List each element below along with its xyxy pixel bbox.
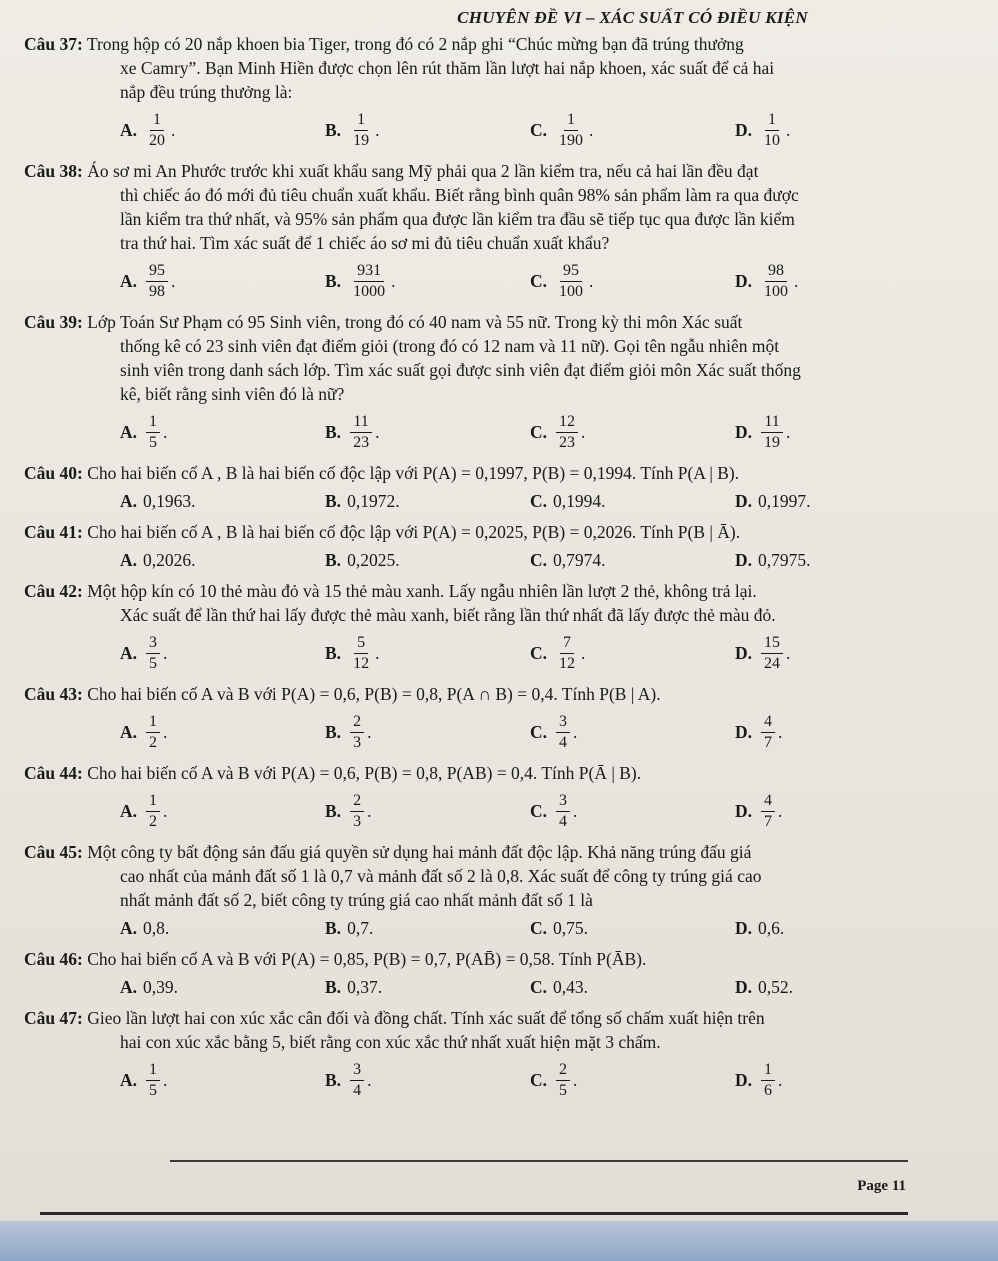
option-suffix: .	[171, 271, 176, 291]
question-text: Cho hai biến cố A , B là hai biến cố độc lập với P(A) = 0,1997, P(B) = 0,1994. Tính P(A | B).	[87, 463, 740, 483]
option-suffix: .	[163, 1070, 168, 1090]
fraction	[146, 412, 160, 453]
option-letter: B.	[325, 643, 342, 663]
question-text: tra thứ hai. Tìm xác suất để 1 chiếc áo sơ mi đủ tiêu chuẩn xuất khẩu?	[120, 233, 610, 253]
option-letter: C.	[530, 550, 548, 570]
option-value: 0,52.	[758, 977, 794, 997]
option-value: 0,43.	[553, 977, 589, 997]
question-text: Lớp Toán Sư Phạm có 95 Sinh viên, trong đó có 40 nam và 55 nữ. Trong kỳ thi môn Xác suất	[87, 312, 743, 332]
fraction-denominator: 12	[559, 655, 576, 672]
option-suffix: .	[786, 422, 791, 442]
question-text: kê, biết rằng sinh viên đó là nữ?	[120, 384, 345, 404]
answer-option	[735, 110, 940, 151]
fraction-numerator: 2	[556, 1060, 570, 1081]
fraction	[350, 712, 364, 753]
question-text: hai con xúc xắc bằng 5, biết rằng con xúc xắc thứ nhất xuất hiện mặt 3 chấm.	[120, 1032, 661, 1052]
question-number: Câu 41:	[24, 522, 83, 542]
question	[24, 761, 968, 832]
fraction	[350, 110, 372, 151]
fraction-numerator: 95	[560, 261, 582, 282]
answer-option	[530, 261, 735, 302]
fraction	[556, 110, 586, 151]
option-letter: B.	[325, 918, 342, 938]
option-letter: D.	[735, 120, 753, 140]
option-letter: C.	[530, 643, 548, 663]
answer-option	[120, 712, 325, 753]
option-suffix: .	[589, 271, 594, 291]
option-letter: D.	[735, 422, 753, 442]
question-text: nhất mảnh đất số 2, biết công ty trúng giá cao nhất mảnh đất số 1 là	[120, 890, 593, 910]
option-letter: D.	[735, 550, 753, 570]
fraction	[761, 633, 783, 674]
question-text: cao nhất của mảnh đất số 1 là 0,7 và mảnh đất số 2 là 0,8. Xác suất để công ty trúng giá cao	[120, 866, 762, 886]
fraction	[761, 791, 775, 832]
answer-options	[24, 791, 968, 832]
answer-option	[530, 791, 735, 832]
option-letter: C.	[530, 722, 548, 742]
option-value: 0,1994.	[553, 491, 606, 511]
fraction-denominator: 2	[149, 813, 158, 830]
question-number: Câu 45:	[24, 842, 83, 862]
answer-option	[120, 261, 325, 302]
option-letter: D.	[735, 643, 753, 663]
option-letter: D.	[735, 918, 753, 938]
fraction-numerator: 7	[560, 633, 574, 654]
fraction	[556, 791, 570, 832]
answer-option	[325, 110, 530, 151]
option-suffix: .	[171, 120, 176, 140]
answer-option	[735, 791, 940, 832]
answer-option	[530, 633, 735, 674]
option-value: 0,2026.	[143, 550, 196, 570]
question	[24, 840, 968, 939]
fraction-denominator: 1000	[353, 283, 386, 300]
option-letter: A.	[120, 422, 138, 442]
option-letter: D.	[735, 977, 753, 997]
question-text: xe Camry”. Bạn Minh Hiền được chọn lên rút thăm lần lượt hai nắp khoen, xác suất để cả hai	[120, 58, 775, 78]
fraction-numerator: 98	[765, 261, 787, 282]
background-strip	[0, 1221, 998, 1261]
option-letter: A.	[120, 918, 138, 938]
option-letter: C.	[530, 1070, 548, 1090]
answer-option	[735, 977, 940, 998]
option-letter: A.	[120, 801, 138, 821]
question	[24, 310, 968, 453]
question	[24, 159, 968, 302]
answer-option	[120, 977, 325, 998]
option-letter: A.	[120, 643, 138, 663]
fraction-denominator: 4	[559, 813, 568, 830]
question-text: sinh viên trong danh sách lớp. Tìm xác suất gọi được sinh viên đạt điểm giỏi môn Xác suất thống	[120, 360, 801, 380]
question-number: Câu 42:	[24, 581, 83, 601]
fraction	[350, 791, 364, 832]
question-number: Câu 43:	[24, 684, 83, 704]
fraction-numerator: 931	[354, 261, 384, 282]
answer-options	[24, 110, 968, 151]
option-letter: B.	[325, 422, 342, 442]
answer-option	[325, 633, 530, 674]
fraction-denominator: 5	[149, 1082, 158, 1099]
fraction-numerator: 1	[354, 110, 368, 131]
footer-rule	[40, 1212, 908, 1215]
answer-options	[24, 1060, 968, 1101]
option-suffix: .	[367, 801, 372, 821]
question-text: lần kiểm tra thứ nhất, và 95% sản phẩm qua được lần kiểm tra đầu sẽ tiếp tục qua được lần kiểm	[120, 209, 795, 229]
option-letter: A.	[120, 550, 138, 570]
option-suffix: .	[375, 422, 380, 442]
fraction-numerator: 3	[556, 712, 570, 733]
answer-option	[735, 261, 940, 302]
option-suffix: .	[163, 643, 168, 663]
fraction-denominator: 4	[559, 734, 568, 751]
answer-options	[24, 633, 968, 674]
fraction-numerator: 1	[146, 791, 160, 812]
fraction-numerator: 1	[146, 412, 160, 433]
option-letter: A.	[120, 1070, 138, 1090]
answer-option	[120, 550, 325, 571]
answer-option	[325, 918, 530, 939]
question	[24, 520, 968, 571]
option-suffix: .	[573, 722, 578, 742]
option-value: 0,8.	[143, 918, 170, 938]
fraction-denominator: 12	[353, 655, 370, 672]
answer-option	[325, 261, 530, 302]
question-text: Một hộp kín có 10 thẻ màu đỏ và 15 thẻ màu xanh. Lấy ngẫu nhiên lần lượt 2 thẻ, không trả lại.	[87, 581, 757, 601]
option-value: 0,39.	[143, 977, 179, 997]
fraction-denominator: 23	[559, 434, 576, 451]
question	[24, 1006, 968, 1101]
option-letter: D.	[735, 1070, 753, 1090]
option-value: 0,6.	[758, 918, 785, 938]
fraction-numerator: 3	[350, 1060, 364, 1081]
option-letter: C.	[530, 918, 548, 938]
option-letter: B.	[325, 491, 342, 511]
fraction-denominator: 5	[149, 655, 158, 672]
question-text: Cho hai biến cố A và B với P(A) = 0,85, P(B) = 0,7, P(AB̄) = 0,58. Tính P(ĀB).	[87, 949, 647, 969]
answer-option	[530, 110, 735, 151]
fraction-denominator: 100	[559, 283, 584, 300]
question-text: Cho hai biến cố A và B với P(A) = 0,6, P(B) = 0,8, P(AB) = 0,4. Tính P(Ā | B).	[87, 763, 642, 783]
fraction	[556, 261, 586, 302]
option-suffix: .	[163, 801, 168, 821]
question	[24, 579, 968, 674]
answer-options	[24, 412, 968, 453]
answer-options	[24, 550, 968, 571]
answer-option	[530, 550, 735, 571]
fraction-denominator: 5	[559, 1082, 568, 1099]
fraction-denominator: 7	[764, 813, 773, 830]
option-suffix: .	[163, 422, 168, 442]
option-suffix: .	[367, 1070, 372, 1090]
page-number: Page 11	[857, 1178, 906, 1194]
fraction	[556, 712, 570, 753]
answer-option	[735, 412, 940, 453]
option-suffix: .	[778, 722, 783, 742]
answer-option	[735, 918, 940, 939]
option-suffix: .	[786, 120, 791, 140]
option-letter: B.	[325, 271, 342, 291]
fraction	[556, 633, 578, 674]
option-suffix: .	[367, 722, 372, 742]
fraction	[350, 412, 372, 453]
fraction-denominator: 4	[353, 1082, 362, 1099]
fraction-numerator: 2	[350, 791, 364, 812]
fraction-denominator: 5	[149, 434, 158, 451]
fraction	[761, 261, 791, 302]
question	[24, 947, 968, 998]
answer-options	[24, 977, 968, 998]
fraction-numerator: 2	[350, 712, 364, 733]
option-suffix: .	[375, 120, 380, 140]
answer-option	[735, 712, 940, 753]
option-letter: C.	[530, 977, 548, 997]
answer-option	[530, 491, 735, 512]
question-number: Câu 47:	[24, 1008, 83, 1028]
option-suffix: .	[163, 722, 168, 742]
option-suffix: .	[589, 120, 594, 140]
question-text: thì chiếc áo đó mới đủ tiêu chuẩn xuất khẩu. Biết rằng bình quân 98% sản phẩm làm ra qua được	[120, 185, 799, 205]
option-letter: C.	[530, 271, 548, 291]
fraction	[761, 412, 783, 453]
fraction	[761, 1060, 775, 1101]
fraction-denominator: 6	[764, 1082, 773, 1099]
question	[24, 32, 968, 151]
question-number: Câu 40:	[24, 463, 83, 483]
fraction	[556, 1060, 570, 1101]
fraction-numerator: 15	[761, 633, 783, 654]
answer-option	[325, 791, 530, 832]
question	[24, 461, 968, 512]
option-letter: C.	[530, 120, 548, 140]
option-letter: D.	[735, 491, 753, 511]
option-letter: B.	[325, 977, 342, 997]
fraction-numerator: 12	[556, 412, 578, 433]
option-suffix: .	[573, 1070, 578, 1090]
answer-option	[530, 412, 735, 453]
question-list	[24, 32, 968, 1101]
fraction-numerator: 4	[761, 791, 775, 812]
fraction-numerator: 1	[146, 1060, 160, 1081]
fraction-denominator: 19	[764, 434, 781, 451]
option-suffix: .	[391, 271, 396, 291]
fraction-numerator: 1	[564, 110, 578, 131]
option-value: 0,2025.	[347, 550, 400, 570]
fraction-denominator: 19	[353, 132, 370, 149]
answer-option	[325, 491, 530, 512]
fraction-denominator: 98	[149, 283, 166, 300]
option-letter: C.	[530, 801, 548, 821]
fraction-numerator: 11	[350, 412, 371, 433]
fraction-numerator: 1	[765, 110, 779, 131]
option-letter: A.	[120, 977, 138, 997]
fraction	[761, 712, 775, 753]
question-text: Một công ty bất động sản đấu giá quyền sử dụng hai mảnh đất độc lập. Khả năng trúng đấu giá	[87, 842, 752, 862]
fraction	[146, 633, 160, 674]
fraction-denominator: 24	[764, 655, 781, 672]
question-text: thống kê có 23 sinh viên đạt điểm giỏi (trong đó có 12 nam và 11 nữ). Gọi tên ngẫu nhiên một	[120, 336, 780, 356]
option-letter: A.	[120, 491, 138, 511]
question-text: Trong hộp có 20 nắp khoen bia Tiger, trong đó có 2 nắp ghi “Chúc mừng bạn đã trúng thưởng	[86, 34, 744, 54]
answer-option	[325, 712, 530, 753]
fraction-numerator: 95	[146, 261, 168, 282]
question-text: Áo sơ mi An Phước trước khi xuất khẩu sang Mỹ phải qua 2 lần kiểm tra, nếu cả hai lần đều đạt	[87, 161, 759, 181]
option-letter: C.	[530, 491, 548, 511]
option-suffix: .	[786, 643, 791, 663]
option-suffix: .	[794, 271, 799, 291]
fraction-numerator: 3	[556, 791, 570, 812]
fraction-denominator: 23	[353, 434, 370, 451]
answer-option	[735, 1060, 940, 1101]
option-value: 0,7975.	[758, 550, 811, 570]
answer-options	[24, 918, 968, 939]
fraction-numerator: 1	[146, 712, 160, 733]
answer-option	[120, 412, 325, 453]
fraction	[350, 261, 388, 302]
question-text: Xác suất để lần thứ hai lấy được thẻ màu xanh, biết rằng lần thứ nhất đã lấy được thẻ màu đỏ.	[120, 605, 776, 625]
answer-option	[530, 1060, 735, 1101]
option-letter: B.	[325, 801, 342, 821]
question-number: Câu 37:	[24, 34, 83, 54]
answer-option	[120, 791, 325, 832]
option-suffix: .	[375, 643, 380, 663]
answer-option	[120, 1060, 325, 1101]
option-letter: C.	[530, 422, 548, 442]
answer-option	[735, 550, 940, 571]
option-letter: A.	[120, 271, 138, 291]
question-text: Cho hai biến cố A , B là hai biến cố độc lập với P(A) = 0,2025, P(B) = 0,2026. Tính P(B | Ā).	[87, 522, 741, 542]
option-letter: D.	[735, 722, 753, 742]
fraction-numerator: 5	[354, 633, 368, 654]
footer-rule-top	[170, 1160, 908, 1162]
fraction	[146, 261, 168, 302]
fraction	[146, 791, 160, 832]
answer-option	[530, 918, 735, 939]
question-text: nắp đều trúng thưởng là:	[120, 82, 293, 102]
fraction	[146, 110, 168, 151]
fraction-numerator: 3	[146, 633, 160, 654]
option-suffix: .	[778, 1070, 783, 1090]
option-letter: B.	[325, 722, 342, 742]
fraction-numerator: 11	[761, 412, 782, 433]
option-letter: A.	[120, 722, 138, 742]
answer-option	[325, 1060, 530, 1101]
option-value: 0,75.	[553, 918, 589, 938]
fraction	[350, 1060, 364, 1101]
fraction	[146, 712, 160, 753]
option-letter: B.	[325, 1070, 342, 1090]
question-text: Cho hai biến cố A và B với P(A) = 0,6, P(B) = 0,8, P(A ∩ B) = 0,4. Tính P(B | A).	[87, 684, 661, 704]
fraction-denominator: 100	[764, 283, 789, 300]
fraction-denominator: 190	[559, 132, 584, 149]
option-suffix: .	[573, 801, 578, 821]
answer-option	[120, 491, 325, 512]
question	[24, 682, 968, 753]
answer-option	[530, 977, 735, 998]
option-value: 0,1972.	[347, 491, 400, 511]
fraction-denominator: 3	[353, 813, 362, 830]
option-value: 0,37.	[347, 977, 383, 997]
answer-options	[24, 261, 968, 302]
option-letter: B.	[325, 120, 342, 140]
question-number: Câu 39:	[24, 312, 83, 332]
fraction	[350, 633, 372, 674]
option-suffix: .	[778, 801, 783, 821]
question-number: Câu 38:	[24, 161, 83, 181]
fraction	[761, 110, 783, 151]
page-header: CHUYÊN ĐỀ VI – XÁC SUẤT CÓ ĐIỀU KIỆN	[457, 8, 808, 27]
fraction	[146, 1060, 160, 1101]
fraction-denominator: 2	[149, 734, 158, 751]
answer-options	[24, 491, 968, 512]
option-letter: A.	[120, 120, 138, 140]
option-value: 0,1997.	[758, 491, 811, 511]
fraction-numerator: 4	[761, 712, 775, 733]
fraction-denominator: 20	[149, 132, 166, 149]
answer-option	[120, 110, 325, 151]
option-value: 0,7.	[347, 918, 374, 938]
option-letter: D.	[735, 271, 753, 291]
option-letter: B.	[325, 550, 342, 570]
answer-options	[24, 712, 968, 753]
fraction-denominator: 10	[764, 132, 781, 149]
answer-option	[325, 412, 530, 453]
answer-option	[325, 977, 530, 998]
fraction	[556, 412, 578, 453]
answer-option	[735, 491, 940, 512]
answer-option	[120, 633, 325, 674]
question-number: Câu 44:	[24, 763, 83, 783]
option-value: 0,1963.	[143, 491, 196, 511]
option-value: 0,7974.	[553, 550, 606, 570]
answer-option	[325, 550, 530, 571]
option-suffix: .	[581, 422, 586, 442]
fraction-denominator: 7	[764, 734, 773, 751]
option-suffix: .	[581, 643, 586, 663]
option-letter: D.	[735, 801, 753, 821]
fraction-numerator: 1	[761, 1060, 775, 1081]
question-number: Câu 46:	[24, 949, 83, 969]
answer-option	[530, 712, 735, 753]
question-text: Gieo lần lượt hai con xúc xắc cân đối và đồng chất. Tính xác suất để tổng số chấm xuất hiện trên	[87, 1008, 765, 1028]
answer-option	[120, 918, 325, 939]
fraction-numerator: 1	[150, 110, 164, 131]
fraction-denominator: 3	[353, 734, 362, 751]
answer-option	[735, 633, 940, 674]
